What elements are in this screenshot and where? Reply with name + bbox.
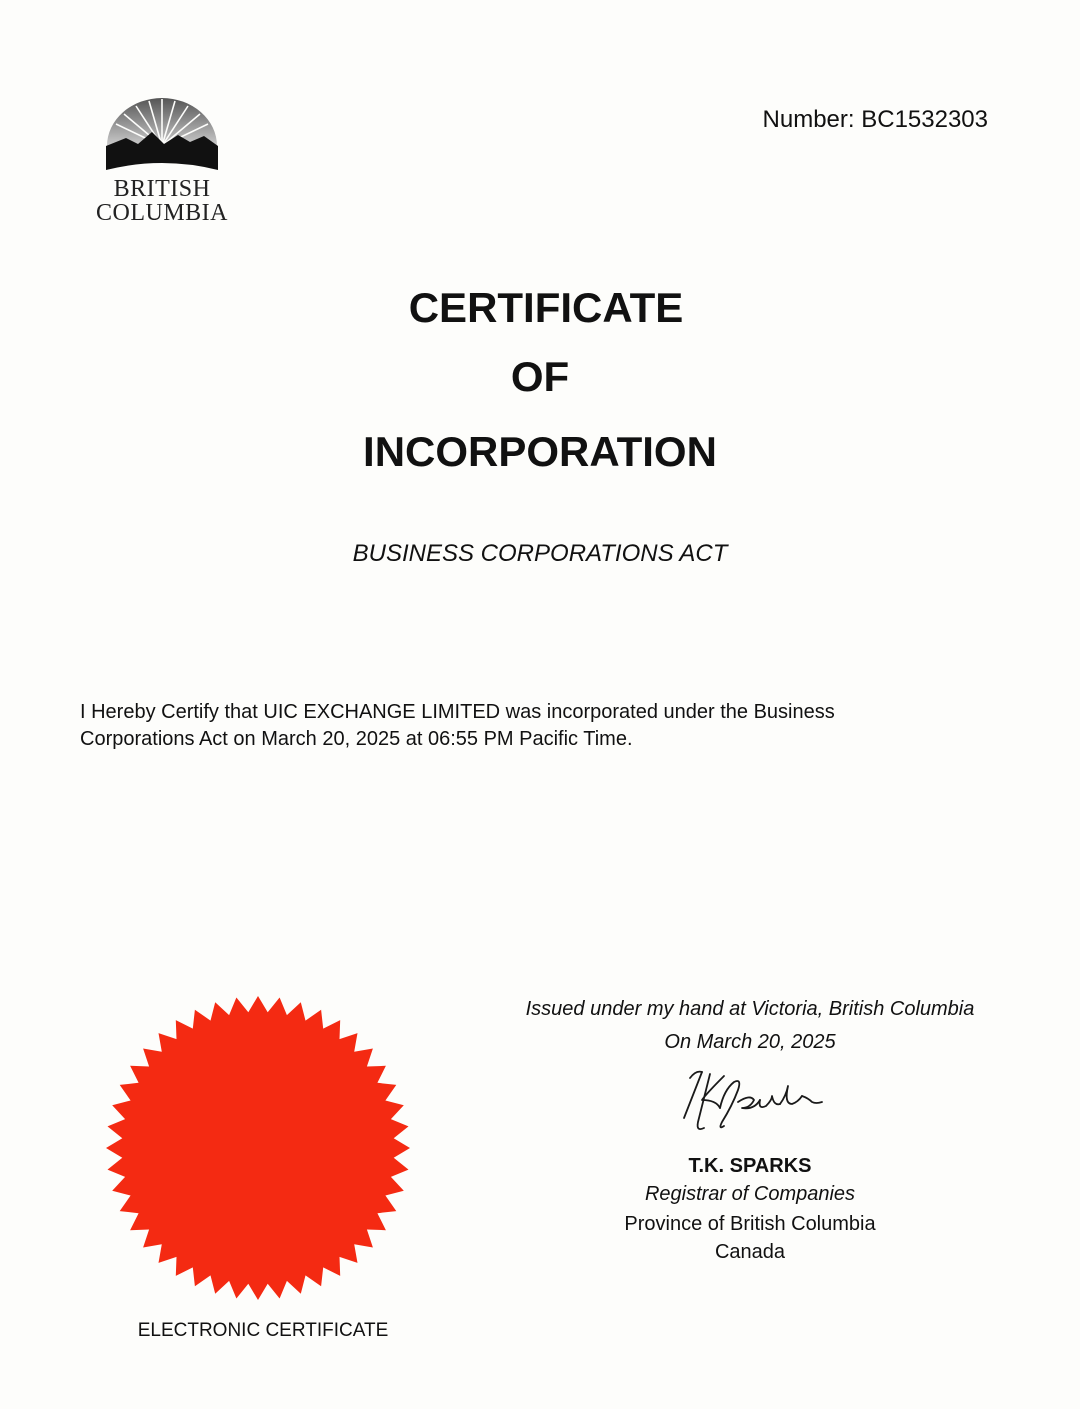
title-line3: INCORPORATION — [363, 428, 717, 475]
title-line2: OF — [510, 353, 570, 400]
statement-line2: Corporations Act on March 20, 2025 at 06:55 PM Pacific Time. — [80, 728, 633, 750]
sun-mountains-icon — [86, 98, 238, 178]
issued-location: Issued under my hand at Victoria, British Columbia — [525, 998, 975, 1020]
certificate-number: Number: BC1532303 — [762, 106, 988, 133]
signatory-province: Province of British Columbia — [624, 1213, 876, 1235]
logo-text-line2: COLUMBIA — [95, 200, 228, 226]
issued-date: On March 20, 2025 — [664, 1031, 836, 1053]
title-line1: CERTIFICATE — [408, 284, 684, 331]
red-seal-icon — [96, 996, 420, 1300]
signatory-country: Canada — [714, 1241, 786, 1263]
signatory-name: T.K. SPARKS — [688, 1155, 812, 1177]
logo-text-line1: BRITISH — [113, 176, 211, 202]
seal-label: ELECTRONIC CERTIFICATE — [137, 1320, 389, 1341]
statement-line1: I Hereby Certify that UIC EXCHANGE LIMITED was incorporated under the Business — [80, 701, 835, 723]
act-name: BUSINESS CORPORATIONS ACT — [352, 540, 728, 567]
british-columbia-logo — [86, 98, 238, 234]
handwritten-signature — [662, 1060, 842, 1140]
certification-statement — [80, 699, 960, 753]
signatory-title: Registrar of Companies — [644, 1183, 856, 1205]
